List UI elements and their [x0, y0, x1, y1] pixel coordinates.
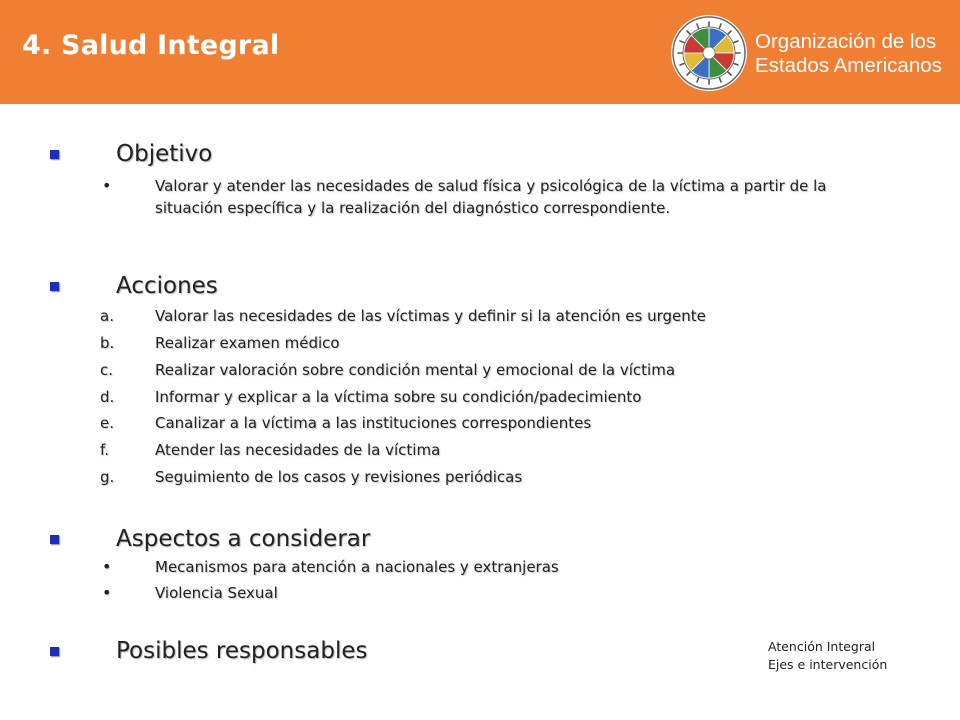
slide-content: Objetivo • Valorar y atender las necesidades de salud física y psicológica de la víctima a partir de la situación específica y la realización del diagnóstico correspondiente. Acciones a. Valorar las necesidades de las víctimas y definir si la atención es urgente b. Realizar examen médico c. Realizar valoración sobre condición mental y emocional de la víctima d. Informar y explicar a la víctima sobre su condición/padecimiento e. Canalizar a la víctima a las instituciones correspondientes f. Atender las necesidades de la víctima g. Seguimiento de los casos y revisiones periódicas Aspectos a considerar • Mecanismos para atención a nacionales y extranjeras • Violencia Sexual Posibles responsables Atención Integral Ejes e intervención — [0, 0, 960, 720]
bullet-dot-icon: • — [102, 557, 112, 576]
bullet-dot-icon: • — [102, 583, 112, 602]
square-bullet-icon — [50, 150, 59, 159]
square-bullet-icon — [50, 282, 59, 291]
square-bullet-icon — [50, 647, 59, 656]
slide-title: 4. Salud Integral — [22, 30, 280, 61]
footer-note — [768, 638, 887, 674]
footer-line1: Atención Integral — [768, 639, 876, 654]
bullet-dot-icon: • — [102, 176, 112, 195]
footer-line2: Ejes e intervención — [768, 657, 888, 672]
square-bullet-icon — [50, 535, 59, 544]
objetivo-text: Valorar y atender las necesidades de salud física y psicológica de la víctima a partir de la situación específica y la realización del diagnóstico correspondiente. — [155, 177, 827, 217]
org-name-line2: Estados Americanos — [755, 54, 942, 77]
org-name-line1: Organización de los — [755, 30, 937, 53]
